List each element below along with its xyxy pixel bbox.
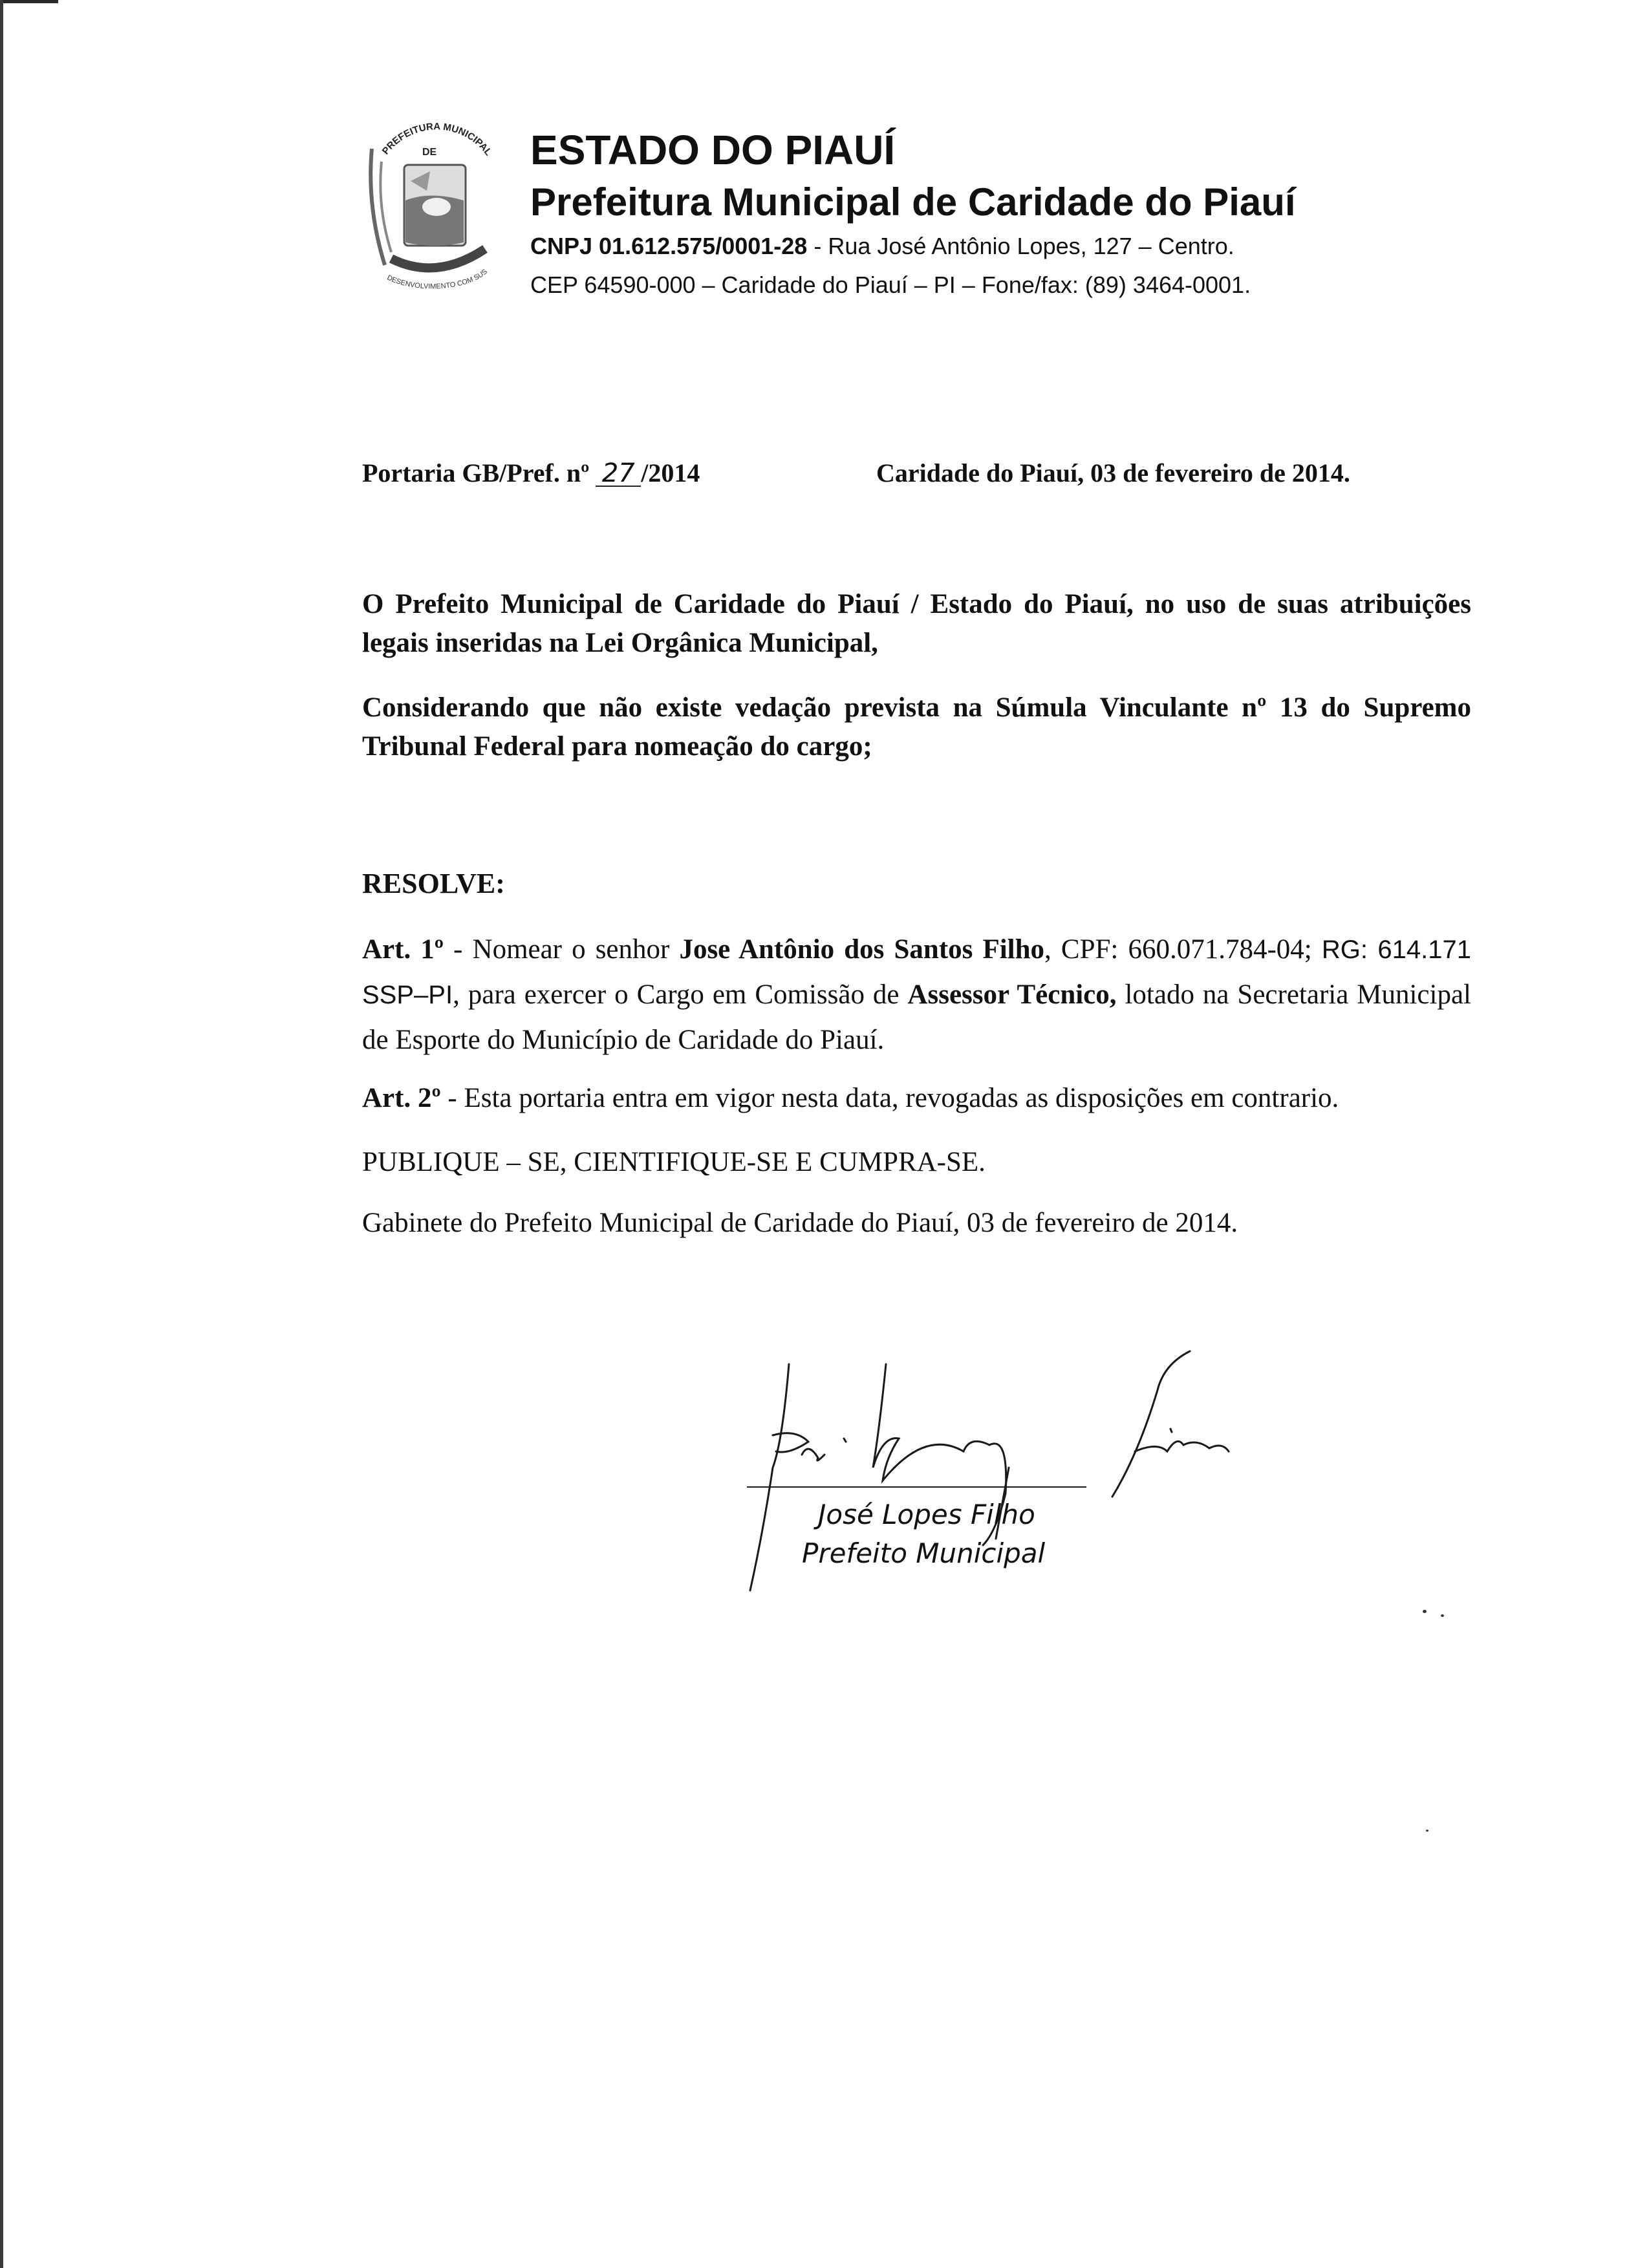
signatory-name: José Lopes Filho — [818, 1499, 1035, 1530]
article-2 — [362, 1079, 1471, 1118]
signature-block — [711, 1338, 1261, 1610]
svg-text:PREFEITURA MUNICIPAL — [380, 121, 494, 158]
letterhead — [365, 110, 1465, 304]
article-1-label: Art. 1º — [362, 934, 444, 965]
scan-speck — [1423, 1610, 1427, 1613]
scan-border-left — [0, 0, 3, 2268]
handwritten-signature — [711, 1338, 1261, 1610]
portaria-date: Caridade do Piauí, 03 de fevereiro de 2014. — [876, 458, 1350, 487]
prefeitura-title: Prefeitura Municipal de Caridade do Piauí — [530, 180, 1296, 224]
letterhead-text — [530, 110, 1296, 305]
scan-speck — [1441, 1614, 1444, 1617]
portaria-prefix: Portaria GB/Pref. nº — [362, 458, 596, 487]
scan-border-top — [0, 0, 58, 3]
portaria-handwritten-number: 27 — [596, 461, 641, 487]
municipal-seal-icon — [365, 110, 508, 304]
article-1-text-c: , para exercer o Cargo em Comissão de — [453, 979, 908, 1010]
publique-line: PUBLIQUE – SE, CIENTIFIQUE-SE E CUMPRA-SE. — [362, 1147, 986, 1177]
article-1-text-b: , CPF: 660.071.784-04; — [1044, 934, 1322, 965]
seal-top-text: PREFEITURA MUNICIPAL — [380, 121, 494, 158]
article-1-text-d: lotado na Secretaria Municipal de Esporte do Município de Caridade do Piauí. — [362, 979, 1471, 1055]
portaria-number — [362, 458, 700, 488]
considerando-paragraph: Considerando que não existe vedação prevista na Súmula Vinculante nº 13 do Supremo Tribunal Federal para nomeação do cargo; — [362, 692, 1471, 762]
cnpj-text: CNPJ 01.612.575/0001-28 — [530, 233, 808, 259]
cnpj-address-line — [530, 228, 1296, 265]
article-2-label: Art. 2º — [362, 1083, 441, 1113]
appointee-name: Jose Antônio dos Santos Filho — [679, 934, 1045, 965]
signatory-role: Prefeito Municipal — [802, 1537, 1046, 1569]
gabinete-line: Gabinete do Prefeito Municipal de Caridade do Piauí, 03 de fevereiro de 2014. — [362, 1208, 1238, 1238]
seal-de-text: DE — [422, 147, 437, 158]
appointed-position: Assessor Técnico, — [907, 979, 1117, 1010]
address-text: - Rua José Antônio Lopes, 127 – Centro. — [807, 233, 1234, 259]
scan-speck — [1426, 1830, 1428, 1832]
article-1 — [362, 927, 1471, 1063]
resolve-heading: RESOLVE: — [362, 868, 505, 899]
state-title: ESTADO DO PIAUÍ — [530, 127, 896, 173]
portaria-year: /2014 — [641, 458, 700, 487]
article-1-text-a: - Nomear o senhor — [444, 934, 680, 965]
cep-phone-line: CEP 64590-000 – Caridade do Piauí – PI – Fone/fax: (89) 3464-0001. — [530, 272, 1251, 298]
appointee-rg: RG: 614.171 SSP–PI — [362, 936, 1471, 1009]
preamble-paragraph: O Prefeito Municipal de Caridade do Piauí / Estado do Piauí, no uso de suas atribuições legais inseridas na Lei Orgânica Municipal, — [362, 589, 1471, 658]
seal-bottom-text: DESENVOLVIMENTO COM SUS — [385, 268, 489, 291]
article-2-text: - Esta portaria entra em vigor nesta data, revogadas as disposições em contrario. — [440, 1083, 1339, 1113]
